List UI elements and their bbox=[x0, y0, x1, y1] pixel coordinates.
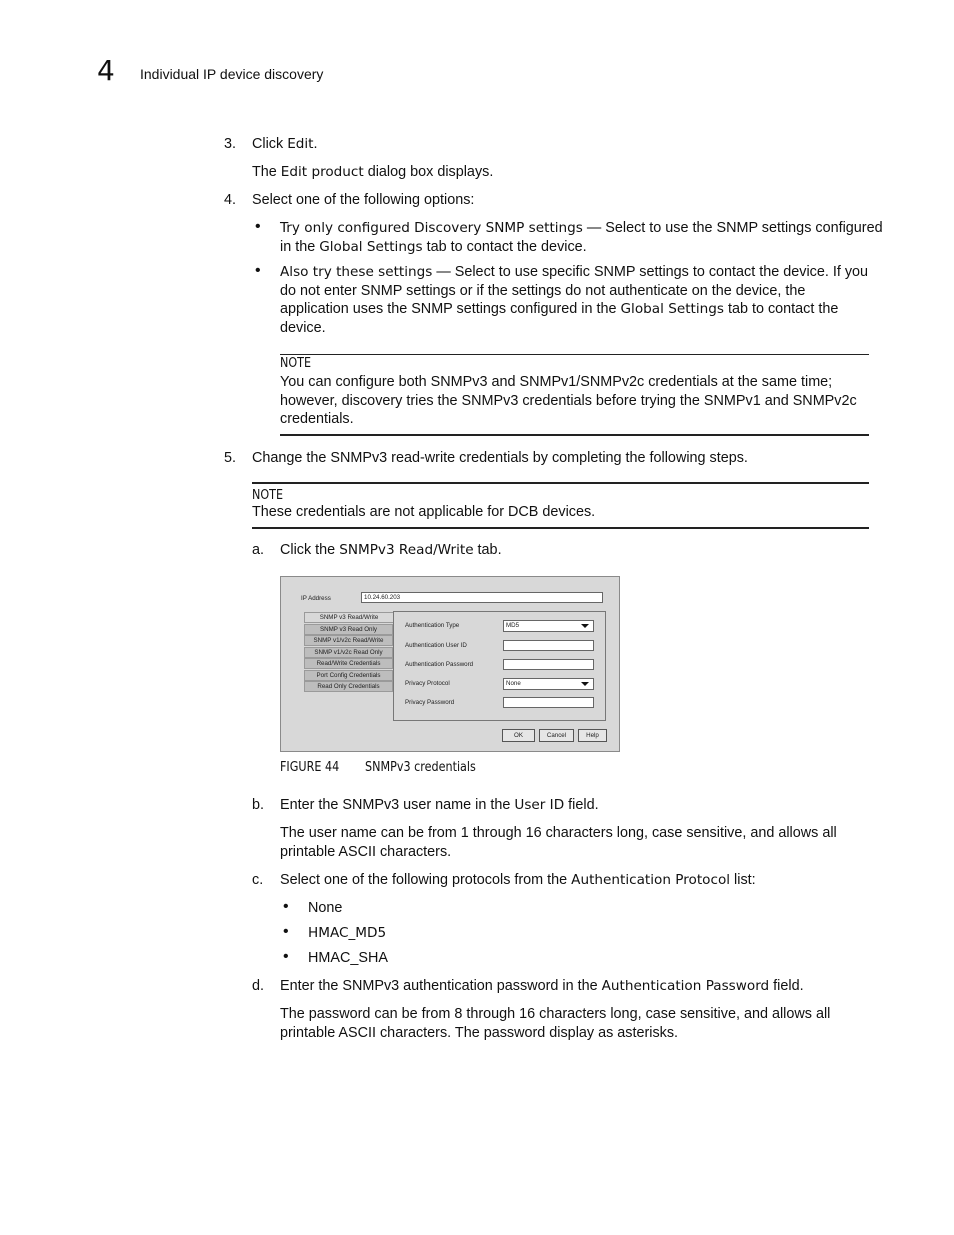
tab-snmpv3-read-write[interactable]: SNMP v3 Read/Write bbox=[304, 612, 393, 623]
step-5-number: 5. bbox=[224, 450, 237, 466]
substep-d-pre: Enter the SNMPv3 authentication password in the bbox=[280, 978, 602, 994]
substep-d-sub-line-2: printable ASCII characters. The password display as asterisks. bbox=[280, 1025, 679, 1041]
note-1-label: NOTE bbox=[280, 356, 312, 371]
option-2-line-3 bbox=[280, 300, 838, 319]
privacy-password-input[interactable] bbox=[503, 697, 594, 708]
auth-type-select[interactable] bbox=[503, 620, 594, 632]
option-1-bold: Try only configured Discovery SNMP settings bbox=[280, 220, 583, 236]
step-3-number: 3. bbox=[224, 136, 237, 152]
option-2-line-1 bbox=[280, 263, 868, 282]
chevron-down-icon bbox=[581, 682, 589, 686]
auth-password-input[interactable] bbox=[503, 659, 594, 670]
step-3-sub-bold: Edit product bbox=[280, 164, 364, 180]
substep-c-text bbox=[280, 871, 756, 890]
step-3-sub-post: dialog box displays. bbox=[363, 164, 494, 180]
note-2-bottom-rule bbox=[252, 527, 869, 529]
substep-c-bold: Authentication Protocol bbox=[571, 872, 731, 888]
substep-a-pre: Click the bbox=[280, 542, 340, 558]
step-3-pre: Click bbox=[252, 136, 288, 152]
substep-d-letter: d. bbox=[252, 978, 265, 994]
tab-snmpv1v2c-read-only[interactable]: SNMP v1/v2c Read Only bbox=[304, 647, 393, 658]
note-1-line-1: You can configure both SNMPv3 and SNMPv1/SNMPv2c credentials at the same time; bbox=[280, 374, 833, 390]
protocol-item-hmac-md5: HMAC_MD5 bbox=[308, 925, 387, 941]
option-1-bullet: • bbox=[255, 218, 261, 235]
tab-read-only-credentials[interactable]: Read Only Credentials bbox=[304, 681, 393, 692]
chevron-down-icon bbox=[581, 624, 589, 628]
option-2-line-3-post: tab to contact the bbox=[723, 301, 839, 317]
step-4-text: Select one of the following options: bbox=[252, 192, 475, 208]
option-1-line-1 bbox=[280, 219, 883, 238]
substep-c-post: list: bbox=[730, 872, 756, 888]
substep-d-bold: Authentication Password bbox=[601, 978, 770, 994]
auth-user-id-label: Authentication User ID bbox=[405, 642, 467, 649]
substep-b-sub-line-1: The user name can be from 1 through 16 characters long, case sensitive, and allows all bbox=[280, 825, 837, 841]
ip-address-label: IP Address bbox=[301, 595, 331, 602]
figure-title: SNMPv3 credentials bbox=[365, 760, 476, 775]
substep-b-post: field. bbox=[564, 797, 599, 813]
note-2-label: NOTE bbox=[252, 488, 284, 503]
auth-user-id-input[interactable] bbox=[503, 640, 594, 651]
privacy-protocol-select[interactable] bbox=[503, 678, 594, 690]
auth-password-label: Authentication Password bbox=[405, 661, 474, 668]
substep-c-letter: c. bbox=[252, 872, 264, 888]
option-2-line-3-pre: application uses the SNMP settings configured in the bbox=[280, 301, 621, 317]
step-4-number: 4. bbox=[224, 192, 237, 208]
substep-b-text bbox=[280, 796, 599, 815]
substep-d-post: field. bbox=[769, 978, 804, 994]
substep-b-pre: Enter the SNMPv3 user name in the bbox=[280, 797, 515, 813]
ok-button[interactable]: OK bbox=[502, 729, 535, 742]
step-5-text: Change the SNMPv3 read-write credentials by completing the following steps. bbox=[252, 450, 748, 466]
step-3-sub-pre: The bbox=[252, 164, 281, 180]
substep-b-sub-line-2: printable ASCII characters. bbox=[280, 844, 452, 860]
option-2-line-4: device. bbox=[280, 320, 326, 336]
chapter-title: Individual IP device discovery bbox=[140, 66, 324, 82]
protocol-item-none: None bbox=[308, 900, 343, 916]
option-2-line-3-bold: Global Settings bbox=[620, 301, 724, 317]
tab-port-config-credentials[interactable]: Port Config Credentials bbox=[304, 670, 393, 681]
option-2-line-2: do not enter SNMP settings or if the settings do not authenticate on the device, the bbox=[280, 283, 806, 299]
figure-label: FIGURE 44 bbox=[280, 760, 340, 775]
cancel-button[interactable]: Cancel bbox=[539, 729, 574, 742]
option-1-line-2-post: tab to contact the device. bbox=[422, 239, 587, 255]
step-3-text bbox=[252, 135, 318, 154]
substep-a-bold: SNMPv3 Read/Write bbox=[339, 542, 474, 558]
snmpv3-settings-panel bbox=[393, 611, 606, 721]
privacy-password-label: Privacy Password bbox=[405, 699, 455, 706]
tab-read-write-credentials[interactable]: Read/Write Credentials bbox=[304, 658, 393, 669]
tab-snmpv1v2c-read-write[interactable]: SNMP v1/v2c Read/Write bbox=[304, 635, 393, 646]
protocol-bullet: • bbox=[283, 948, 289, 965]
substep-b-letter: b. bbox=[252, 797, 265, 813]
ip-address-input[interactable] bbox=[361, 592, 603, 603]
substep-b-bold: User ID bbox=[514, 797, 565, 813]
option-2-post: — Select to use specific SNMP settings to contact the device. If you bbox=[432, 264, 869, 280]
tab-snmpv3-read-only[interactable]: SNMP v3 Read Only bbox=[304, 624, 393, 635]
substep-a-letter: a. bbox=[252, 542, 265, 558]
protocol-item-hmac-sha: HMAC_SHA bbox=[308, 950, 388, 966]
protocol-bullet: • bbox=[283, 923, 289, 940]
option-2-bold: Also try these settings bbox=[280, 264, 433, 280]
step-3-post: . bbox=[313, 136, 318, 152]
privacy-protocol-value: None bbox=[506, 680, 521, 687]
option-2-bullet: • bbox=[255, 262, 261, 279]
step-3-sub bbox=[252, 163, 493, 182]
help-button[interactable]: Help bbox=[578, 729, 607, 742]
privacy-protocol-label: Privacy Protocol bbox=[405, 680, 450, 687]
snmpv3-credentials-dialog bbox=[280, 576, 620, 752]
auth-type-value: MD5 bbox=[506, 622, 520, 629]
substep-a-post: tab. bbox=[473, 542, 502, 558]
ip-address-value: 10.24.60.203 bbox=[364, 594, 401, 601]
note-2-top-rule bbox=[252, 482, 869, 484]
note-1-bottom-rule bbox=[280, 434, 869, 436]
auth-type-label: Authentication Type bbox=[405, 622, 460, 629]
substep-d-text bbox=[280, 977, 804, 996]
note-1-top-rule bbox=[280, 354, 869, 355]
step-3-bold: Edit bbox=[287, 136, 314, 152]
option-1-post: — Select to use the SNMP settings configured bbox=[582, 220, 883, 236]
option-1-line-2 bbox=[280, 238, 587, 257]
chapter-number: 4 bbox=[97, 54, 115, 87]
note-2-text: These credentials are not applicable for DCB devices. bbox=[252, 504, 596, 520]
substep-a-text bbox=[280, 541, 502, 560]
option-1-line-2-pre: in the bbox=[280, 239, 320, 255]
note-1-line-2: however, discovery tries the SNMPv3 credentials before trying the SNMPv1 and SNMPv2c bbox=[280, 393, 857, 409]
protocol-bullet: • bbox=[283, 898, 289, 915]
substep-c-pre: Select one of the following protocols from the bbox=[280, 872, 572, 888]
option-1-line-2-bold: Global Settings bbox=[319, 239, 423, 255]
substep-d-sub-line-1: The password can be from 8 through 16 characters long, case sensitive, and allows all bbox=[280, 1006, 831, 1022]
note-1-line-3: credentials. bbox=[280, 411, 354, 427]
